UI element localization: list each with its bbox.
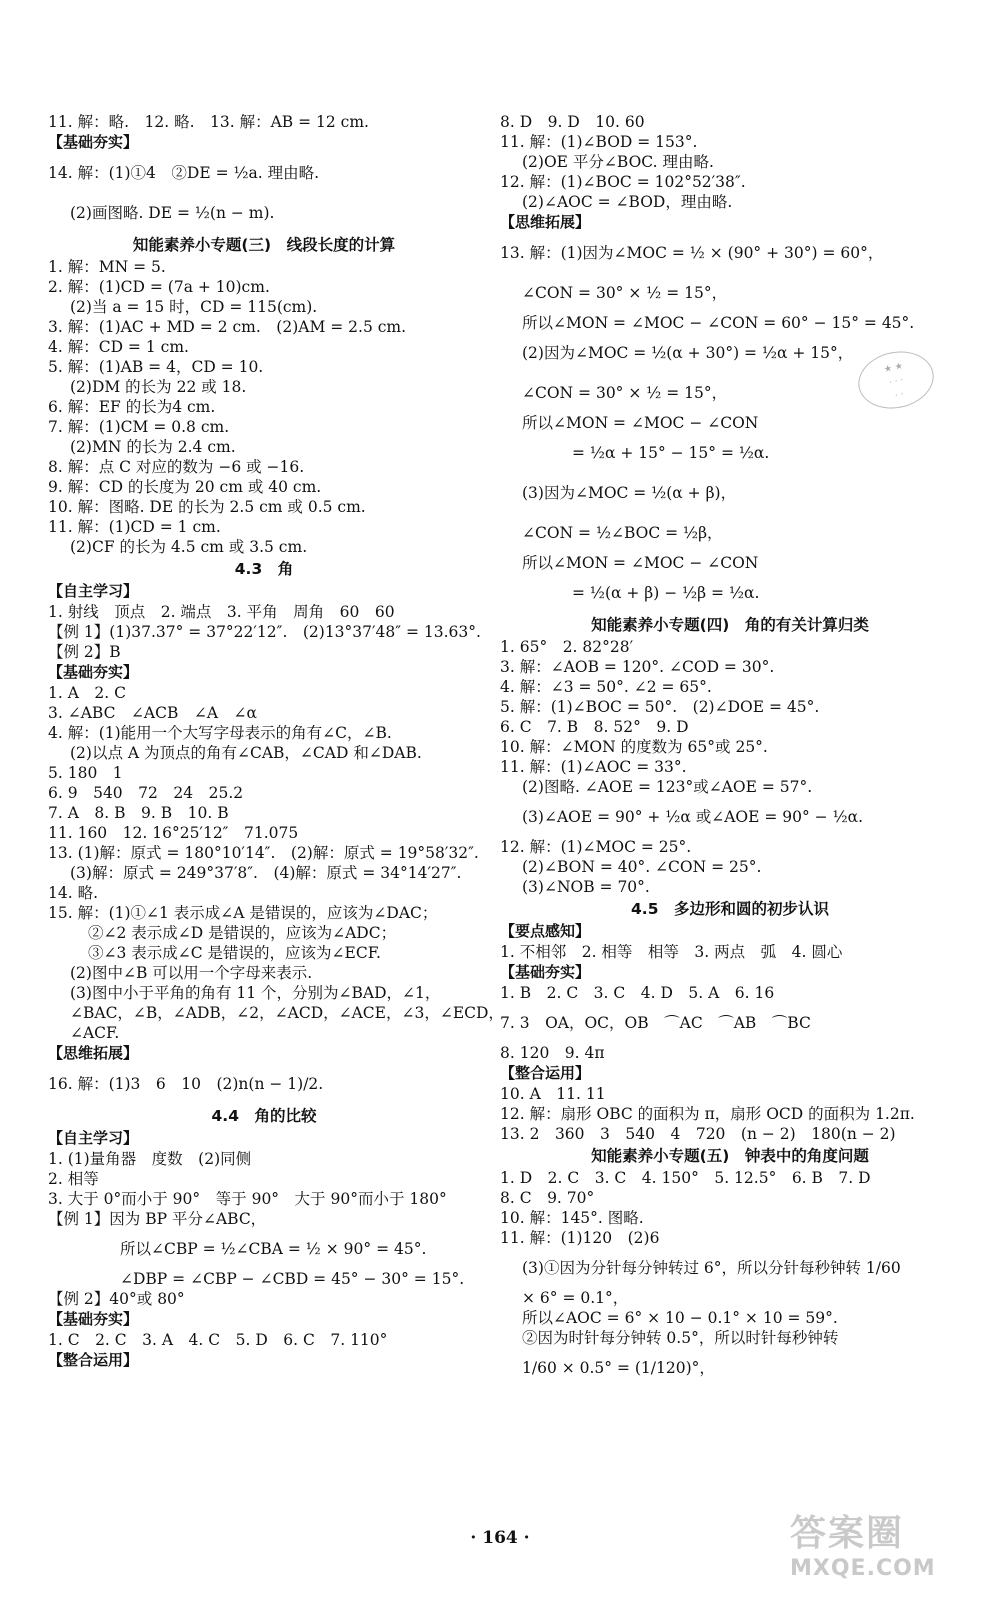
subsection-label: 【基础夯实】 bbox=[500, 963, 591, 981]
section-heading: 知能素养小专题(四) 角的有关计算归类 bbox=[591, 616, 869, 634]
answer-line: (3)∠NOB = 70°. bbox=[522, 878, 650, 896]
answer-line: 4. 解：∠3 = 50°. ∠2 = 65°. bbox=[500, 678, 712, 696]
answer-line: 2. 解：(1)CD = (7a + 10)cm. bbox=[48, 278, 270, 296]
answer-line: 9. 解：CD 的长度为 20 cm 或 40 cm. bbox=[48, 478, 322, 496]
answer-line: 所以∠AOC = 6° × 10 − 0.1° × 10 = 59°. bbox=[522, 1309, 838, 1327]
answer-line: 11. 解：(1)120 (2)6 bbox=[500, 1229, 660, 1247]
answer-line: 【例 1】因为 BP 平分∠ABC， bbox=[48, 1210, 267, 1228]
answer-line: 10. A 11. 11 bbox=[500, 1085, 606, 1103]
answer-line: 11. 解：(1)CD = 1 cm. bbox=[48, 518, 221, 536]
answer-line: 12. 解：(1)∠BOC = 102°52′38″. bbox=[500, 173, 746, 191]
answer-line: 【例 2】B bbox=[48, 643, 121, 661]
answer-line: 5. 解：(1)AB = 4，CD = 10. bbox=[48, 358, 264, 376]
answer-line: (2)CF 的长为 4.5 cm 或 3.5 cm. bbox=[70, 538, 308, 556]
answer-line: 【例 1】(1)37.37° = 37°22′12″. (2)13°37′48″ = 13.63°. bbox=[48, 623, 481, 641]
answer-line: 8. 120 9. 4π bbox=[500, 1044, 605, 1062]
stamp-seal: ★ ★ · · · · · bbox=[853, 345, 939, 416]
section-heading: 知能素养小专题(三) 线段长度的计算 bbox=[132, 236, 396, 254]
answer-line: = ½(α + β) − ½β = ½α. bbox=[572, 584, 760, 602]
answer-line: (2)图中∠B 可以用一个字母来表示. bbox=[70, 964, 313, 982]
subsection-label: 【思维拓展】 bbox=[500, 213, 591, 231]
answer-line: 3. 大于 0°而小于 90° 等于 90° 大于 90°而小于 180° bbox=[48, 1190, 447, 1208]
answer-line: ②因为时针每分钟转 0.5°，所以时针每秒钟转 bbox=[522, 1329, 839, 1347]
section-heading: 知能素养小专题(五) 钟表中的角度问题 bbox=[591, 1147, 869, 1165]
answer-line: 4. 解：(1)能用一个大写字母表示的角有∠C，∠B. bbox=[48, 724, 392, 742]
answer-line: 1/60 × 0.5° = (1/120)°， bbox=[522, 1359, 715, 1377]
subsection-label: 【思维拓展】 bbox=[48, 1044, 139, 1062]
answer-line: 3. ∠ABC ∠ACB ∠A ∠α bbox=[48, 704, 258, 722]
answer-line: (2)MN 的长为 2.4 cm. bbox=[70, 438, 236, 456]
answer-line: 13. 解：(1)因为∠MOC = ½ × (90° + 30°) = 60°， bbox=[500, 244, 884, 262]
answer-line: (2)图略. ∠AOE = 123°或∠AOE = 57°. bbox=[522, 778, 813, 796]
watermark-logo: 答案圈 MXQE.COM bbox=[790, 1513, 936, 1581]
answer-line: 11. 160 12. 16°25′12″ 71.075 bbox=[48, 824, 299, 842]
answer-line: 14. 略. bbox=[48, 884, 99, 902]
subsection-label: 【整合运用】 bbox=[500, 1064, 591, 1082]
answer-line: 10. 解：∠MON 的度数为 65°或 25°. bbox=[500, 738, 768, 756]
answer-line: (2)OE 平分∠BOC. 理由略. bbox=[522, 153, 714, 171]
answer-line: 1. D 2. C 3. C 4. 150° 5. 12.5° 6. B 7. D bbox=[500, 1169, 871, 1187]
answer-line: 1. 不相邻 2. 相等 相等 3. 两点 弧 4. 圆心 bbox=[500, 943, 843, 961]
answer-line: 8. 解：点 C 对应的数为 −6 或 −16. bbox=[48, 458, 305, 476]
answer-line: (2)以点 A 为顶点的角有∠CAB，∠CAD 和∠DAB. bbox=[70, 744, 422, 762]
answer-line: (3)图中小于平角的角有 11 个，分别为∠BAD，∠1， bbox=[70, 984, 441, 1002]
answer-line: 13. 2 360 3 540 4 720 (n − 2) 180(n − 2) bbox=[500, 1125, 896, 1143]
answer-line: 12. 解：扇形 OBC 的面积为 π，扇形 OCD 的面积为 1.2π. bbox=[500, 1105, 915, 1123]
answer-line: 12. 解：(1)∠MOC = 25°. bbox=[500, 838, 692, 856]
answer-line: ③∠3 表示成∠C 是错误的，应该为∠ECF. bbox=[88, 944, 381, 962]
right-column bbox=[500, 112, 960, 1388]
answer-line: 16. 解：(1)3 6 10 (2)n(n − 1)/2. bbox=[48, 1075, 324, 1093]
left-column bbox=[48, 112, 504, 1371]
answer-line: 6. 9 540 72 24 25.2 bbox=[48, 784, 244, 802]
answer-line: 5. 解：(1)∠BOC = 50°. (2)∠DOE = 45°. bbox=[500, 698, 820, 716]
answer-line: 13. (1)解：原式 = 180°10′14″. (2)解：原式 = 19°58′32″. bbox=[48, 844, 479, 862]
answer-line: 1. C 2. C 3. A 4. C 5. D 6. C 7. 110° bbox=[48, 1331, 388, 1349]
answer-line: 8. C 9. 70° bbox=[500, 1189, 595, 1207]
subsection-label: 【基础夯实】 bbox=[48, 133, 139, 151]
answer-line: ∠CON = 30° × ½ = 15°， bbox=[522, 284, 728, 302]
answer-line: (3)因为∠MOC = ½(α + β)， bbox=[522, 484, 737, 502]
subsection-label: 【要点感知】 bbox=[500, 922, 591, 940]
subsection-label: 【自主学习】 bbox=[48, 1129, 139, 1147]
answer-line: 1. 射线 顶点 2. 端点 3. 平角 周角 60 60 bbox=[48, 603, 395, 621]
answer-line: 1. 65° 2. 82°28′ bbox=[500, 638, 634, 656]
answer-line: ∠DBP = ∠CBP − ∠CBD = 45° − 30° = 15°. bbox=[120, 1270, 465, 1288]
answer-line: 1. B 2. C 3. C 4. D 5. A 6. 16 bbox=[500, 984, 775, 1002]
answer-line: (2)因为∠MOC = ½(α + 30°) = ½α + 15°， bbox=[522, 344, 854, 362]
answer-line: ∠ACF. bbox=[70, 1024, 120, 1042]
answer-line: 1. A 2. C bbox=[48, 684, 126, 702]
answer-line: 【例 2】40°或 80° bbox=[48, 1290, 185, 1308]
answer-line: 2. 相等 bbox=[48, 1170, 99, 1188]
answer-line: 10. 解：图略. DE 的长为 2.5 cm 或 0.5 cm. bbox=[48, 498, 366, 516]
answer-line: ②∠2 表示成∠D 是错误的，应该为∠ADC； bbox=[88, 924, 397, 942]
answer-line: 3. 解：∠AOB = 120°. ∠COD = 30°. bbox=[500, 658, 775, 676]
answer-line: (2)∠AOC = ∠BOD，理由略. bbox=[522, 193, 733, 211]
section-heading: 4.4 角的比较 bbox=[211, 1107, 317, 1125]
answer-line: 所以∠MON = ∠MOC − ∠CON = 60° − 15° = 45°. bbox=[522, 314, 915, 332]
answer-line: ∠BAC，∠B，∠ADB，∠2，∠ACD，∠ACE，∠3，∠ECD， bbox=[70, 1004, 504, 1022]
answer-line: 10. 解：145°. 图略. bbox=[500, 1209, 644, 1227]
answer-line: 所以∠CBP = ½∠CBA = ½ × 90° = 45°. bbox=[120, 1240, 427, 1258]
section-heading: 4.5 多边形和圆的初步认识 bbox=[631, 900, 829, 918]
answer-line: ∠CON = 30° × ½ = 15°， bbox=[522, 384, 728, 402]
answer-line: 11. 解：略. 12. 略. 13. 解：AB = 12 cm. bbox=[48, 113, 369, 131]
answer-line: (3)解：原式 = 249°37′8″. (4)解：原式 = 34°14′27″. bbox=[70, 864, 462, 882]
answer-line: 1. (1)量角器 度数 (2)同侧 bbox=[48, 1150, 252, 1168]
answer-line: (2)画图略. DE = ½(n − m). bbox=[70, 204, 275, 222]
answer-line: 14. 解：(1)①4 ②DE = ½a. 理由略. bbox=[48, 164, 320, 182]
answer-line: 4. 解：CD = 1 cm. bbox=[48, 338, 189, 356]
answer-line: 所以∠MON = ∠MOC − ∠CON bbox=[522, 414, 759, 432]
answer-line: (3)∠AOE = 90° + ½α 或∠AOE = 90° − ½α. bbox=[522, 808, 864, 826]
answer-line: (2)DM 的长为 22 或 18. bbox=[70, 378, 247, 396]
answer-line: 3. 解：(1)AC + MD = 2 cm. (2)AM = 2.5 cm. bbox=[48, 318, 407, 336]
answer-line: 1. 解：MN = 5. bbox=[48, 258, 166, 276]
answer-line: ∠CON = ½∠BOC = ½β， bbox=[522, 524, 723, 542]
answer-line: 6. C 7. B 8. 52° 9. D bbox=[500, 718, 689, 736]
subsection-label: 【自主学习】 bbox=[48, 582, 139, 600]
subsection-label: 【基础夯实】 bbox=[48, 1310, 139, 1328]
subsection-label: 【整合运用】 bbox=[48, 1351, 139, 1369]
answer-line: 8. D 9. D 10. 60 bbox=[500, 113, 645, 131]
subsection-label: 【基础夯实】 bbox=[48, 663, 139, 681]
answer-line: 5. 180 1 bbox=[48, 764, 123, 782]
answer-line: 6. 解：EF 的长为4 cm. bbox=[48, 398, 216, 416]
section-heading: 4.3 角 bbox=[234, 560, 294, 578]
answer-line: 7. 3 OA，OC，OB ⌒AC ⌒AB ⌒BC bbox=[500, 1014, 811, 1032]
answer-line: 7. A 8. B 9. B 10. B bbox=[48, 804, 229, 822]
answer-line: = ½α + 15° − 15° = ½α. bbox=[572, 444, 770, 462]
answer-line: 所以∠MON = ∠MOC − ∠CON bbox=[522, 554, 759, 572]
answer-line: 11. 解：(1)∠AOC = 33°. bbox=[500, 758, 687, 776]
answer-line: 11. 解：(1)∠BOD = 153°. bbox=[500, 133, 698, 151]
answer-line: (2)当 a = 15 时，CD = 115(cm). bbox=[70, 298, 318, 316]
answer-line: (2)∠BON = 40°. ∠CON = 25°. bbox=[522, 858, 762, 876]
answer-line: × 6° = 0.1°， bbox=[522, 1289, 629, 1307]
answer-line: (3)①因为分针每分钟转过 6°，所以分针每秒钟转 1/60 bbox=[522, 1259, 901, 1277]
answer-line: 15. 解：(1)①∠1 表示成∠A 是错误的，应该为∠DAC； bbox=[48, 904, 438, 922]
page-number: · 164 · bbox=[470, 1528, 530, 1548]
answer-line: 7. 解：(1)CM = 0.8 cm. bbox=[48, 418, 230, 436]
